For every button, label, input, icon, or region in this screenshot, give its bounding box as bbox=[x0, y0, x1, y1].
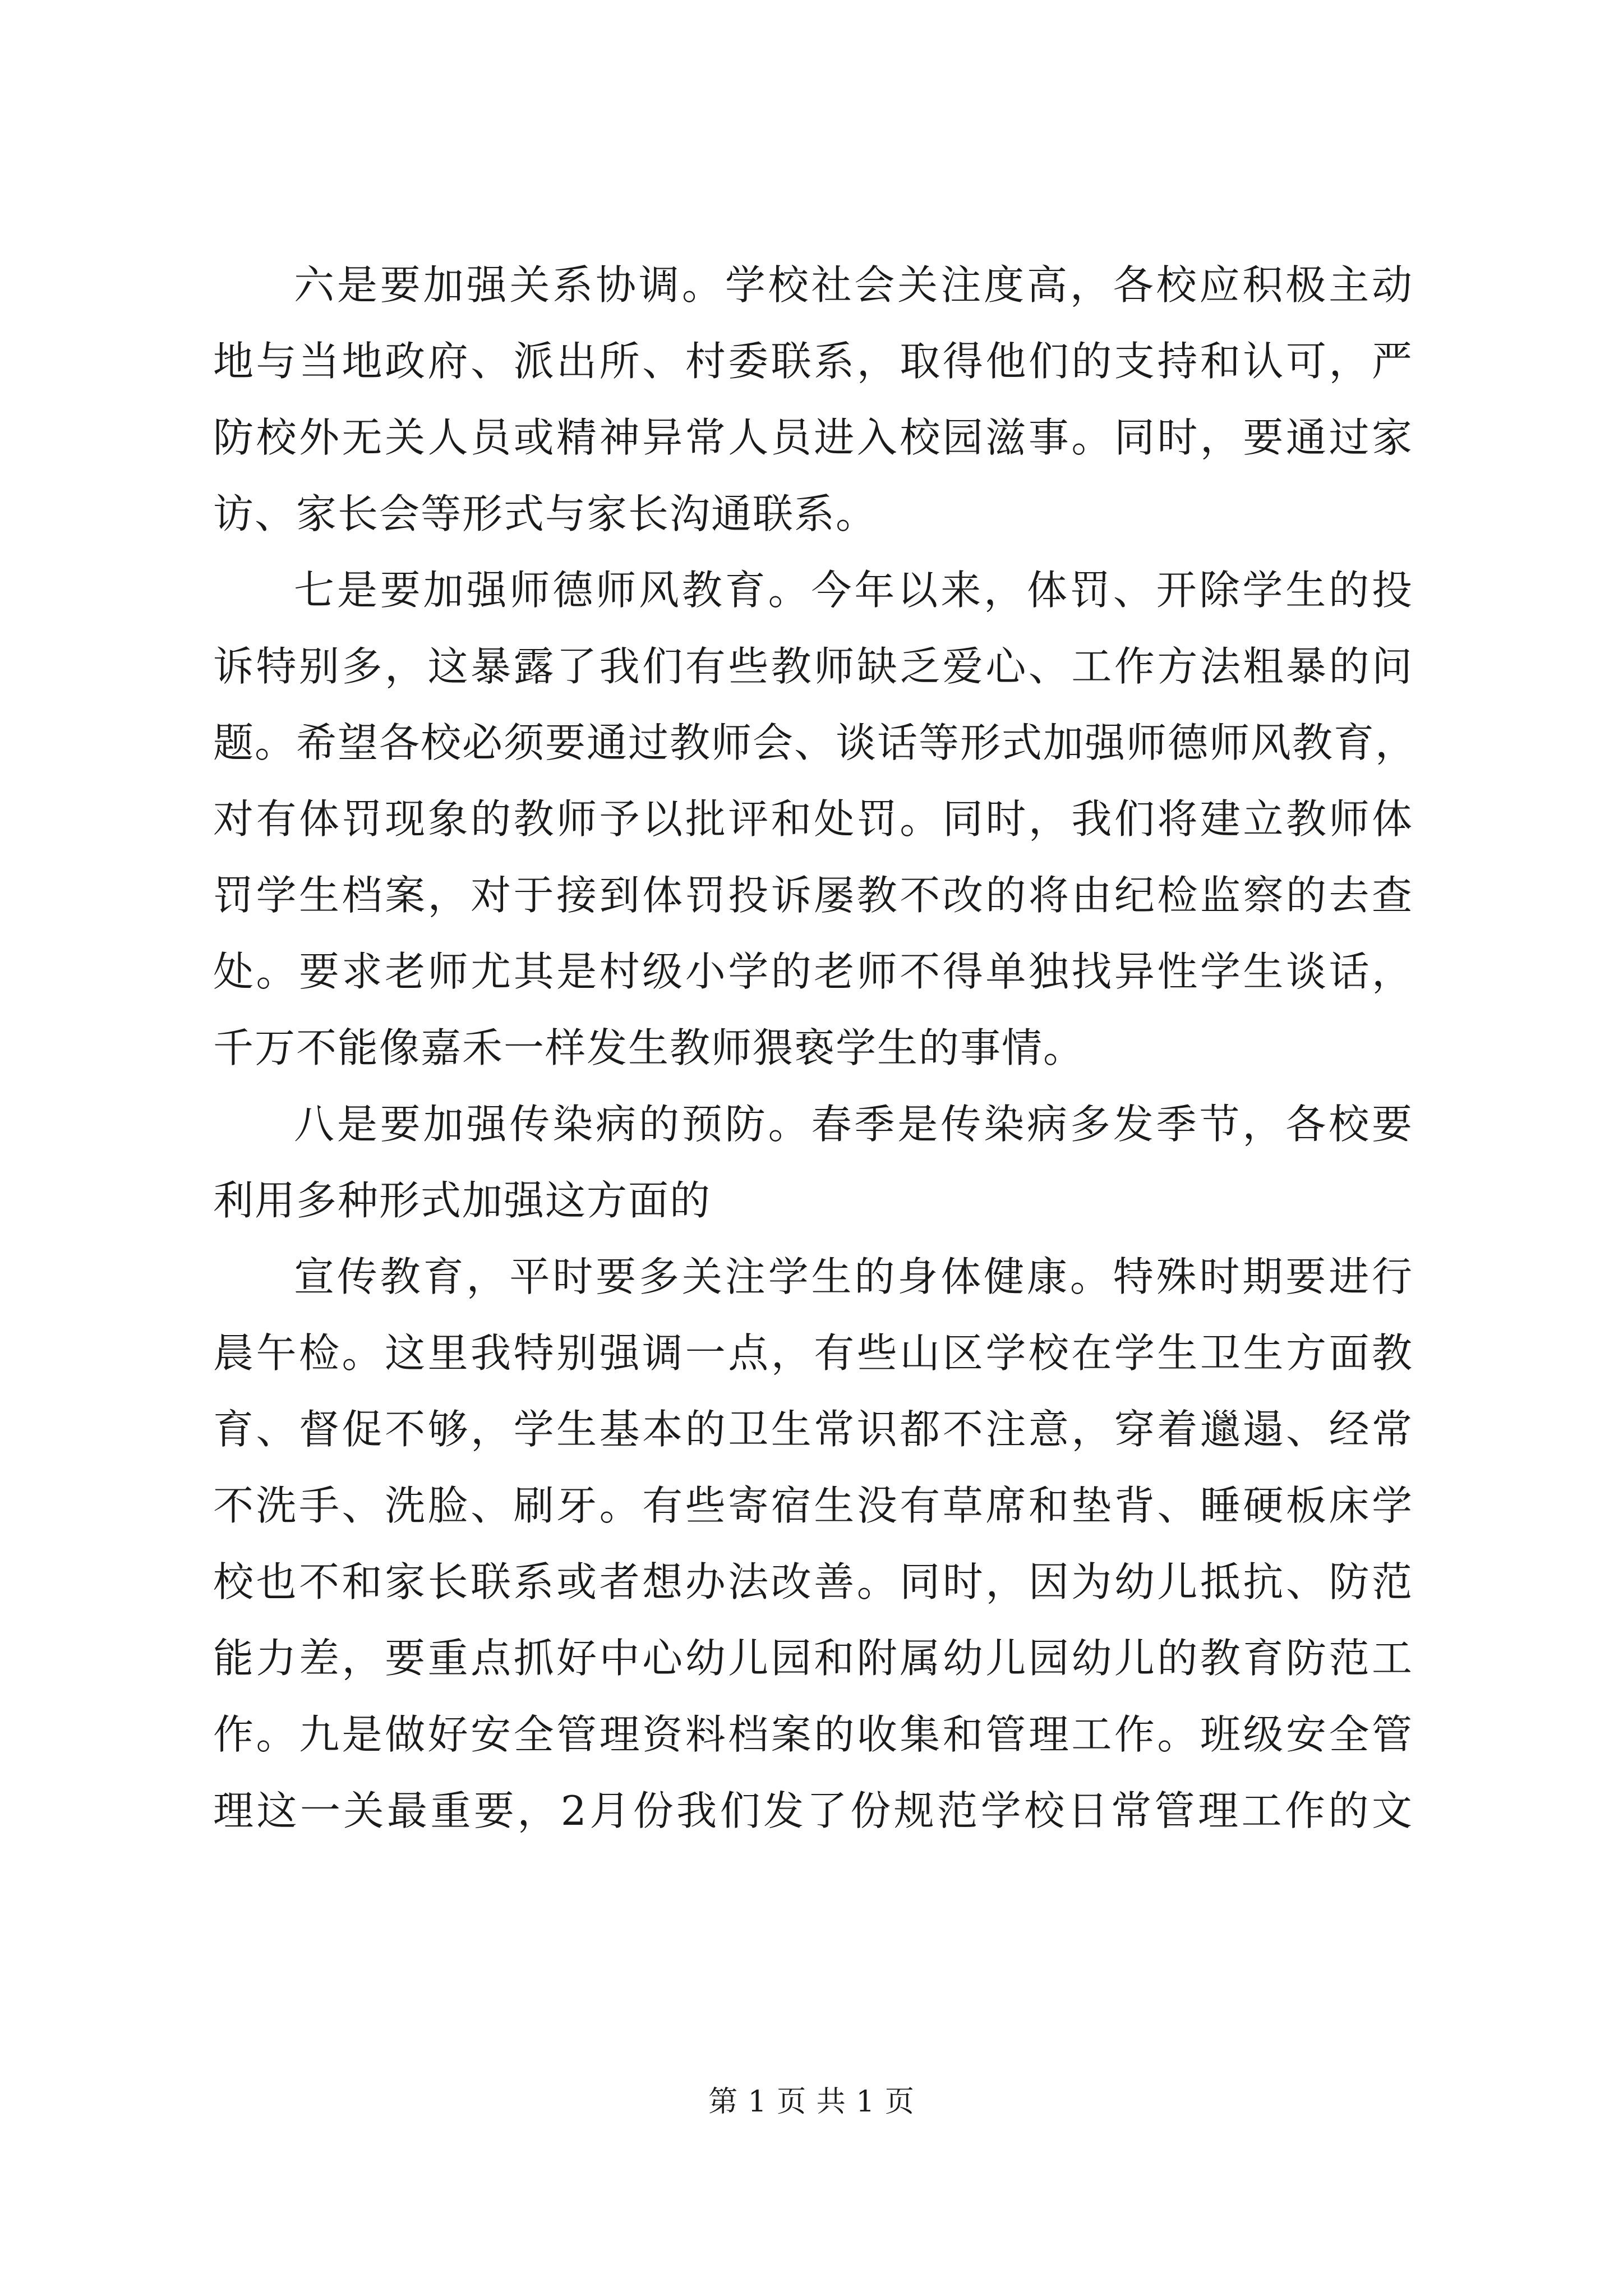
text-line: 对有体罚现象的教师予以批评和处罚。同时，我们将建立教师体 bbox=[213, 795, 1413, 843]
paragraph bbox=[213, 1239, 1413, 1849]
text-line: 作。九是做好安全管理资料档案的收集和管理工作。班级安全管 bbox=[213, 1711, 1413, 1758]
paragraph bbox=[213, 552, 1417, 1086]
text-line: 题。希望各校必须要通过教师会、谈话等形式加强师德师风教育， bbox=[213, 719, 1417, 766]
text-line: 校也不和家长联系或者想办法改善。同时，因为幼儿抵抗、防范 bbox=[213, 1558, 1413, 1605]
document-body bbox=[213, 247, 1417, 1849]
page-footer: 第 1 页 共 1 页 bbox=[708, 2085, 915, 2119]
text-line: 理这一关最重要，2月份我们发了份规范学校日常管理工作的文 bbox=[213, 1787, 1413, 1834]
text-line: 八是要加强传染病的预防。春季是传染病多发季节，各校要 bbox=[294, 1101, 1413, 1148]
text-line: 不洗手、洗脸、刷牙。有些寄宿生没有草席和垫背、睡硬板床学 bbox=[213, 1482, 1413, 1529]
paragraph bbox=[213, 247, 1413, 552]
text-line: 诉特别多，这暴露了我们有些教师缺乏爱心、工作方法粗暴的问 bbox=[213, 643, 1413, 690]
text-line: 防校外无关人员或精神异常人员进入校园滋事。同时，要通过家 bbox=[213, 414, 1413, 461]
text-line: 地与当地政府、派出所、村委联系，取得他们的支持和认可，严 bbox=[213, 338, 1413, 385]
text-line: 处。要求老师尤其是村级小学的老师不得单独找异性学生谈话， bbox=[213, 948, 1413, 995]
text-line: 六是要加强关系协调。学校社会关注度高，各校应积极主动 bbox=[294, 261, 1413, 309]
text-line: 千万不能像嘉禾一样发生教师猥亵学生的事情。 bbox=[213, 1024, 1085, 1071]
text-line: 宣传教育，平时要多关注学生的身体健康。特殊时期要进行 bbox=[294, 1253, 1413, 1300]
text-line: 晨午检。这里我特别强调一点，有些山区学校在学生卫生方面教 bbox=[213, 1329, 1413, 1377]
text-line: 访、家长会等形式与家长沟通联系。 bbox=[213, 490, 878, 537]
text-line: 七是要加强师德师风教育。今年以来，体罚、开除学生的投 bbox=[294, 567, 1413, 614]
text-line: 育、督促不够，学生基本的卫生常识都不注意，穿着邋遢、经常 bbox=[213, 1406, 1413, 1453]
paragraph bbox=[213, 1086, 1413, 1239]
text-line: 罚学生档案，对于接到体罚投诉屡教不改的将由纪检监察的去查 bbox=[213, 872, 1413, 919]
text-line: 能力差，要重点抓好中心幼儿园和附属幼儿园幼儿的教育防范工 bbox=[213, 1635, 1413, 1682]
text-line: 利用多种形式加强这方面的 bbox=[213, 1177, 712, 1224]
